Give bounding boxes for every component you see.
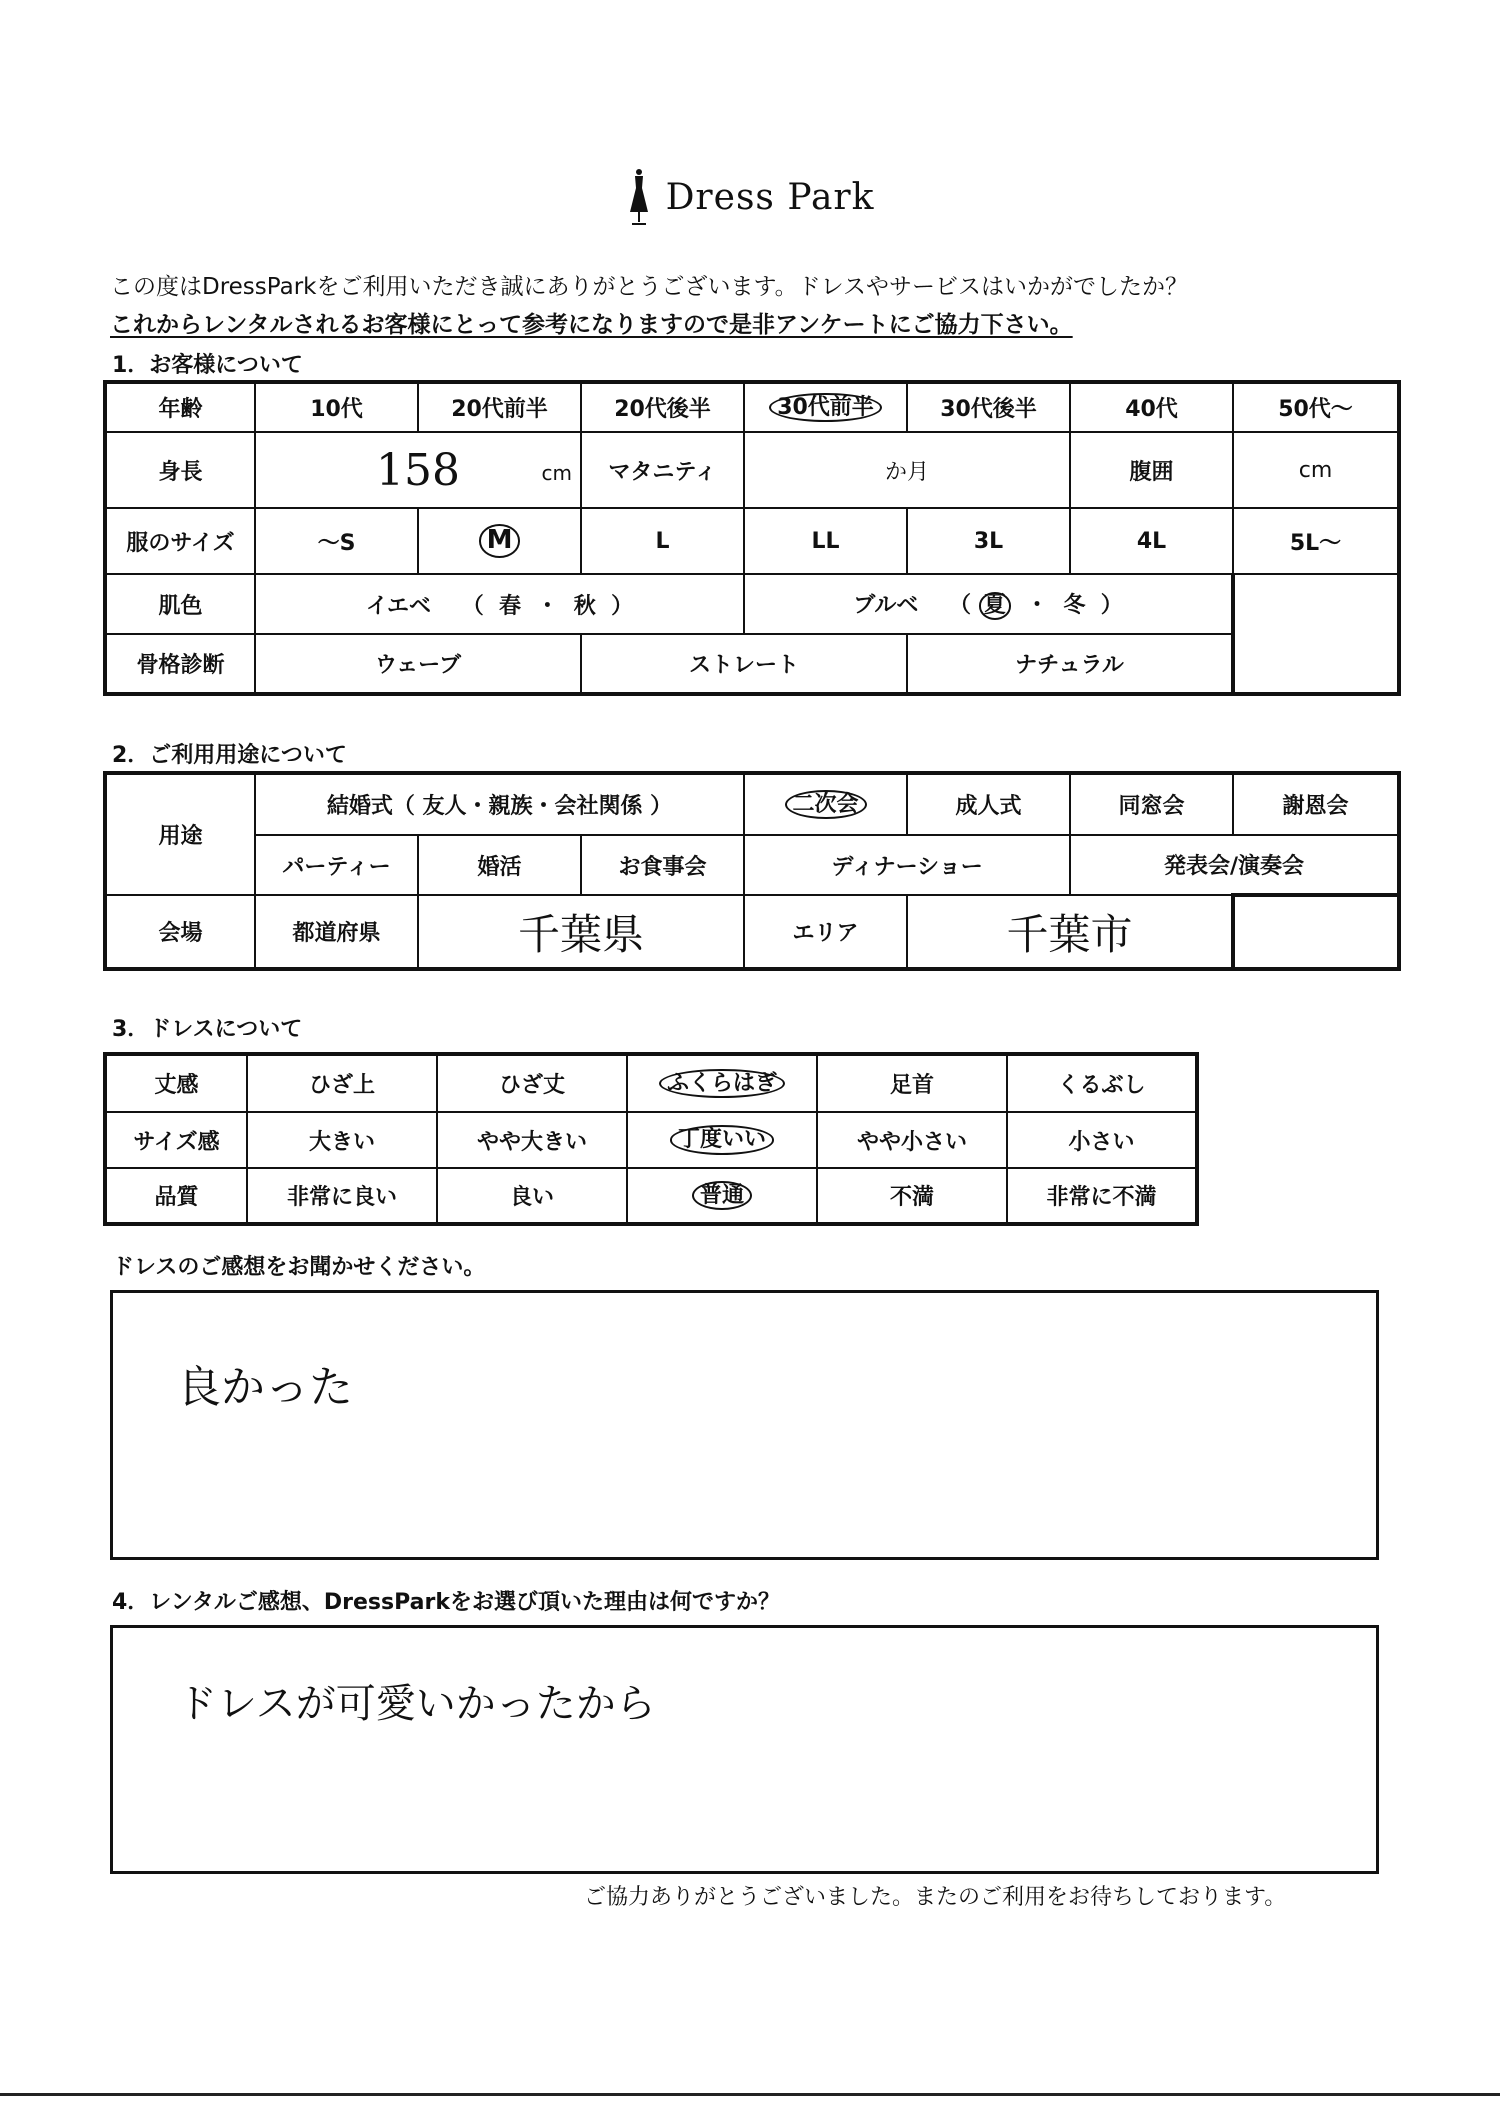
- blue-open-paren: （: [949, 593, 972, 619]
- bone-label: 骨格診断: [105, 634, 255, 694]
- brand-logo: [0, 168, 1500, 230]
- fit-option-slightly-large[interactable]: やや大きい: [437, 1112, 627, 1168]
- size-option-l[interactable]: L: [581, 508, 744, 574]
- age-option-10s[interactable]: 10代: [255, 382, 418, 432]
- skin-summer[interactable]: 夏: [979, 592, 1011, 619]
- fit-option-just-right-cell[interactable]: [627, 1112, 817, 1168]
- size-option-ll[interactable]: LL: [744, 508, 907, 574]
- reason-answer-box[interactable]: [110, 1625, 1379, 1874]
- fit-option-large[interactable]: 大きい: [247, 1112, 437, 1168]
- brand-name: Dress Park: [665, 176, 875, 218]
- quality-option-dissatisfied[interactable]: 不満: [817, 1168, 1007, 1224]
- age-option-40s[interactable]: 40代: [1070, 382, 1233, 432]
- waist-unit[interactable]: cm: [1233, 432, 1399, 508]
- skin-row: [105, 574, 1399, 634]
- skin-label: 肌色: [105, 574, 255, 634]
- height-cell[interactable]: [255, 432, 581, 508]
- intro-line-2: これからレンタルされるお客様にとって参考になりますので是非アンケートにご協力下さい。: [110, 312, 1073, 338]
- yellow-base-label: イエベ: [365, 593, 432, 619]
- intro-line-1: この度はDressParkをご利用いただき誠にありがとうございます。ドレスやサービスはいかがでしたか？: [110, 274, 1188, 300]
- section-4-title: 4．レンタルご感想、DressParkをお選び頂いた理由は何ですか？: [112, 1590, 780, 1615]
- prefecture-value: 千葉県: [518, 909, 645, 959]
- age-row: [105, 382, 1399, 432]
- size-option-s[interactable]: 〜S: [255, 508, 418, 574]
- blank-cell: [1233, 895, 1399, 969]
- fit-option-small[interactable]: 小さい: [1007, 1112, 1197, 1168]
- impression-answer: 良かった: [177, 1362, 353, 1413]
- size-option-5l[interactable]: 5L〜: [1233, 508, 1399, 574]
- blank-cell: [1233, 574, 1399, 634]
- purpose-seijinshiki[interactable]: 成人式: [907, 773, 1070, 835]
- age-option-early-30s-cell[interactable]: [744, 382, 907, 432]
- height-row: [105, 432, 1399, 508]
- size-row: [105, 508, 1399, 574]
- size-label: 服のサイズ: [105, 508, 255, 574]
- customer-table: [103, 380, 1401, 696]
- age-option-late-20s[interactable]: 20代後半: [581, 382, 744, 432]
- height-unit: cm: [541, 461, 572, 485]
- months-label[interactable]: か月: [744, 432, 1070, 508]
- skin-autumn[interactable]: 秋: [573, 593, 596, 619]
- purpose-nijikai: 二次会: [785, 790, 867, 819]
- impression-answer-box[interactable]: [110, 1290, 1379, 1560]
- purpose-table: [103, 771, 1401, 971]
- purpose-label: 用途: [105, 773, 255, 895]
- reason-answer: ドレスが可愛いかったから: [177, 1681, 656, 1727]
- bone-option-straight[interactable]: ストレート: [581, 634, 907, 694]
- length-option-above-knee[interactable]: ひざ上: [247, 1054, 437, 1112]
- size-option-3l[interactable]: 3L: [907, 508, 1070, 574]
- dress-table: [103, 1052, 1199, 1226]
- section-1-title: 1．お客様について: [112, 353, 303, 378]
- section-3-title: 3．ドレスについて: [112, 1017, 303, 1042]
- fit-option-slightly-small[interactable]: やや小さい: [817, 1112, 1007, 1168]
- section-2-title: 2．ご利用用途について: [112, 743, 347, 768]
- fit-option-just-right: 丁度いい: [670, 1125, 774, 1154]
- waist-label: 腹囲: [1070, 432, 1233, 508]
- venue-label: 会場: [105, 895, 255, 969]
- purpose-recital[interactable]: 発表会/演奏会: [1070, 835, 1399, 895]
- bone-row: [105, 634, 1399, 694]
- area-value: 千葉市: [1006, 909, 1133, 959]
- length-option-knee[interactable]: ひざ丈: [437, 1054, 627, 1112]
- purpose-shaonkai[interactable]: 謝恩会: [1233, 773, 1399, 835]
- purpose-konkatsu[interactable]: 婚活: [418, 835, 581, 895]
- impression-title: ドレスのご感想をお聞かせください。: [112, 1255, 486, 1280]
- age-option-late-30s[interactable]: 30代後半: [907, 382, 1070, 432]
- height-label: 身長: [105, 432, 255, 508]
- skin-winter[interactable]: 冬: [1063, 593, 1086, 619]
- purpose-party[interactable]: パーティー: [255, 835, 418, 895]
- size-option-m: M: [479, 524, 521, 558]
- blue-close-paren: ）: [1100, 593, 1123, 619]
- quality-option-average-cell[interactable]: [627, 1168, 817, 1224]
- quality-option-good[interactable]: 良い: [437, 1168, 627, 1224]
- area-label: エリア: [744, 895, 907, 969]
- purpose-shokujikai[interactable]: お食事会: [581, 835, 744, 895]
- blue-base-label: ブルベ: [853, 593, 919, 619]
- blue-base-cell[interactable]: [744, 574, 1233, 634]
- length-option-ankle[interactable]: 足首: [817, 1054, 1007, 1112]
- blank-cell: [1233, 634, 1399, 694]
- purpose-nijikai-cell[interactable]: [744, 773, 907, 835]
- fit-label: サイズ感: [105, 1112, 247, 1168]
- age-option-50s[interactable]: 50代〜: [1233, 382, 1399, 432]
- age-option-early-30s: 30代前半: [769, 393, 882, 422]
- quality-option-very-dissatisfied[interactable]: 非常に不満: [1007, 1168, 1197, 1224]
- bone-option-wave[interactable]: ウェーブ: [255, 634, 581, 694]
- scan-edge-line: [0, 2093, 1500, 2096]
- purpose-dinner-show[interactable]: ディナーショー: [744, 835, 1070, 895]
- prefecture-label: 都道府県: [255, 895, 418, 969]
- age-option-early-20s[interactable]: 20代前半: [418, 382, 581, 432]
- quality-option-very-good[interactable]: 非常に良い: [247, 1168, 437, 1224]
- skin-spring[interactable]: 春: [499, 593, 522, 619]
- height-value: 158: [376, 444, 460, 496]
- quality-label: 品質: [105, 1168, 247, 1224]
- length-option-anklebone[interactable]: くるぶし: [1007, 1054, 1197, 1112]
- bone-option-natural[interactable]: ナチュラル: [907, 634, 1233, 694]
- footer-thanks: ご協力ありがとうございました。またのご利用をお待ちしております。: [584, 1885, 1287, 1910]
- purpose-wedding[interactable]: 結婚式（ 友人・親族・会社関係 ）: [255, 773, 744, 835]
- size-option-4l[interactable]: 4L: [1070, 508, 1233, 574]
- prefecture-field[interactable]: [418, 895, 744, 969]
- quality-option-average: 普通: [692, 1181, 752, 1210]
- length-option-calf: ふくらはぎ: [659, 1069, 785, 1098]
- skin-sep-1: ・: [536, 593, 559, 619]
- yellow-close-paren: ）: [611, 593, 634, 619]
- yellow-open-paren: （: [461, 593, 484, 619]
- purpose-dousoukai[interactable]: 同窓会: [1070, 773, 1233, 835]
- skin-sep-2: ・: [1026, 593, 1049, 619]
- length-label: 丈感: [105, 1054, 247, 1112]
- yellow-base-cell[interactable]: [255, 574, 744, 634]
- size-option-m-cell[interactable]: [418, 508, 581, 574]
- length-option-calf-cell[interactable]: [627, 1054, 817, 1112]
- area-field[interactable]: [907, 895, 1233, 969]
- maternity-label: マタニティ: [581, 432, 744, 508]
- dress-mannequin-icon: [626, 168, 652, 226]
- age-label: 年齢: [105, 382, 255, 432]
